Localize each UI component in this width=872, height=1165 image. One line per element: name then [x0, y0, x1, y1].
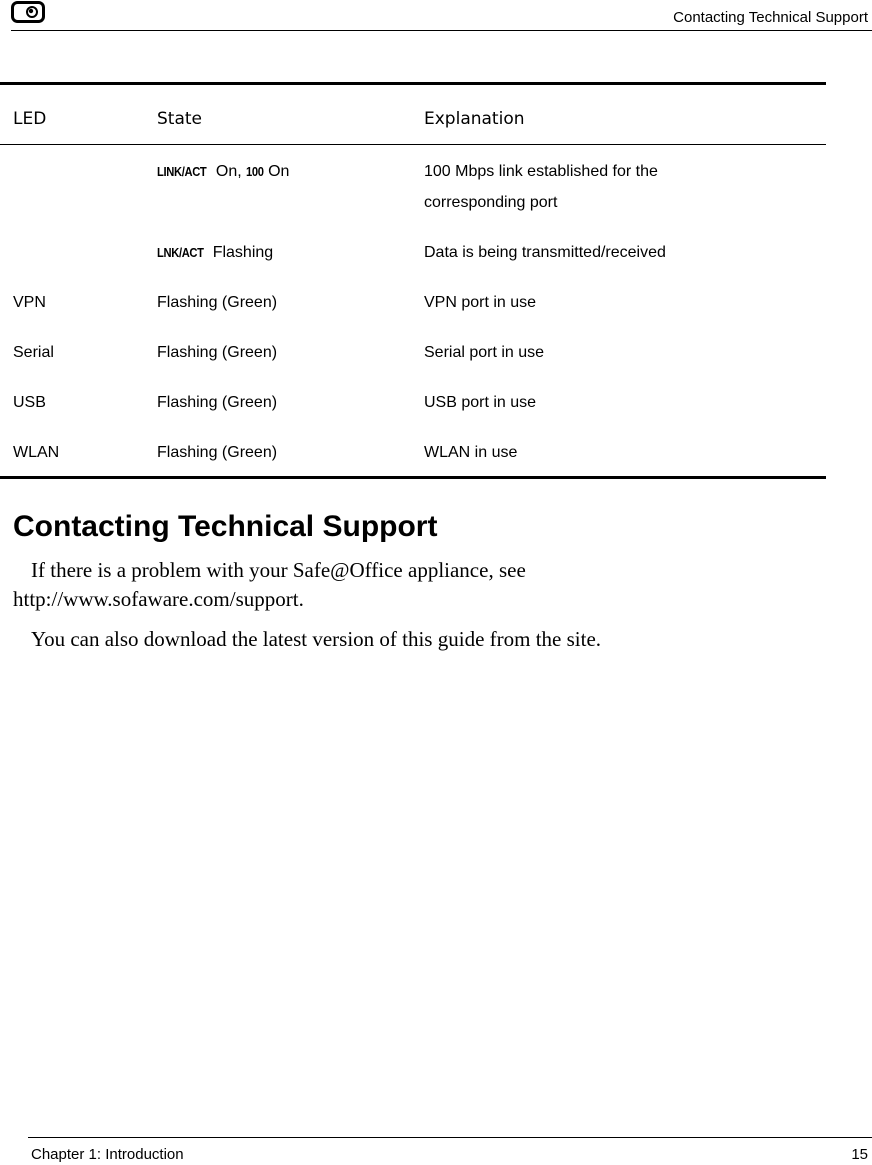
- paragraph-download: You can also download the latest version of this guide from the site.: [31, 627, 602, 651]
- state-text: Flashing: [208, 244, 274, 261]
- cell-state: [157, 237, 273, 268]
- cell-led: USB: [13, 394, 46, 411]
- state-text: Flashing (Green): [157, 344, 278, 361]
- state-text: Flashing (Green): [157, 394, 278, 411]
- column-header-led: LED: [13, 109, 47, 129]
- cell-explanation: WLAN in use: [424, 444, 518, 461]
- footer-divider: [28, 1137, 872, 1138]
- cell-explanation: corresponding port: [424, 194, 558, 211]
- led-label: LINK/ACT: [157, 164, 207, 179]
- cell-state: [157, 387, 277, 418]
- cell-state: [157, 287, 277, 318]
- column-header-explanation: Explanation: [424, 109, 525, 129]
- cell-explanation: 100 Mbps link established for the: [424, 163, 658, 180]
- led-label: LNK/ACT: [157, 245, 204, 260]
- cell-state: [157, 337, 277, 368]
- cell-state: [157, 437, 277, 468]
- support-url[interactable]: http://www.sofaware.com/support.: [13, 587, 304, 611]
- cell-explanation: VPN port in use: [424, 294, 537, 311]
- cell-led: VPN: [13, 294, 46, 311]
- cell-state: [157, 156, 289, 187]
- state-text: Flashing (Green): [157, 294, 278, 311]
- table-body: [0, 145, 826, 476]
- cell-led: WLAN: [13, 444, 60, 461]
- led-table: [0, 82, 826, 479]
- section-heading: Contacting Technical Support: [13, 510, 438, 543]
- state-text: On: [263, 163, 290, 180]
- state-text: On,: [211, 163, 247, 180]
- running-header-title: Contacting Technical Support: [673, 9, 868, 26]
- column-header-state: State: [157, 109, 202, 129]
- table-bottom-rule: [0, 476, 826, 479]
- table-header-row: [0, 85, 826, 144]
- led-label: 100: [246, 164, 264, 179]
- cell-led: Serial: [13, 344, 54, 361]
- page-number: 15: [851, 1146, 868, 1163]
- paragraph-support-line-1: If there is a problem with your Safe@Office appliance, see: [31, 558, 526, 582]
- cell-explanation: Serial port in use: [424, 344, 545, 361]
- camera-logo-icon: [11, 1, 45, 23]
- cell-explanation: Data is being transmitted/received: [424, 244, 666, 261]
- cell-explanation: USB port in use: [424, 394, 537, 411]
- footer-chapter: Chapter 1: Introduction: [31, 1146, 184, 1163]
- state-text: Flashing (Green): [157, 444, 278, 461]
- header-divider: [11, 30, 872, 31]
